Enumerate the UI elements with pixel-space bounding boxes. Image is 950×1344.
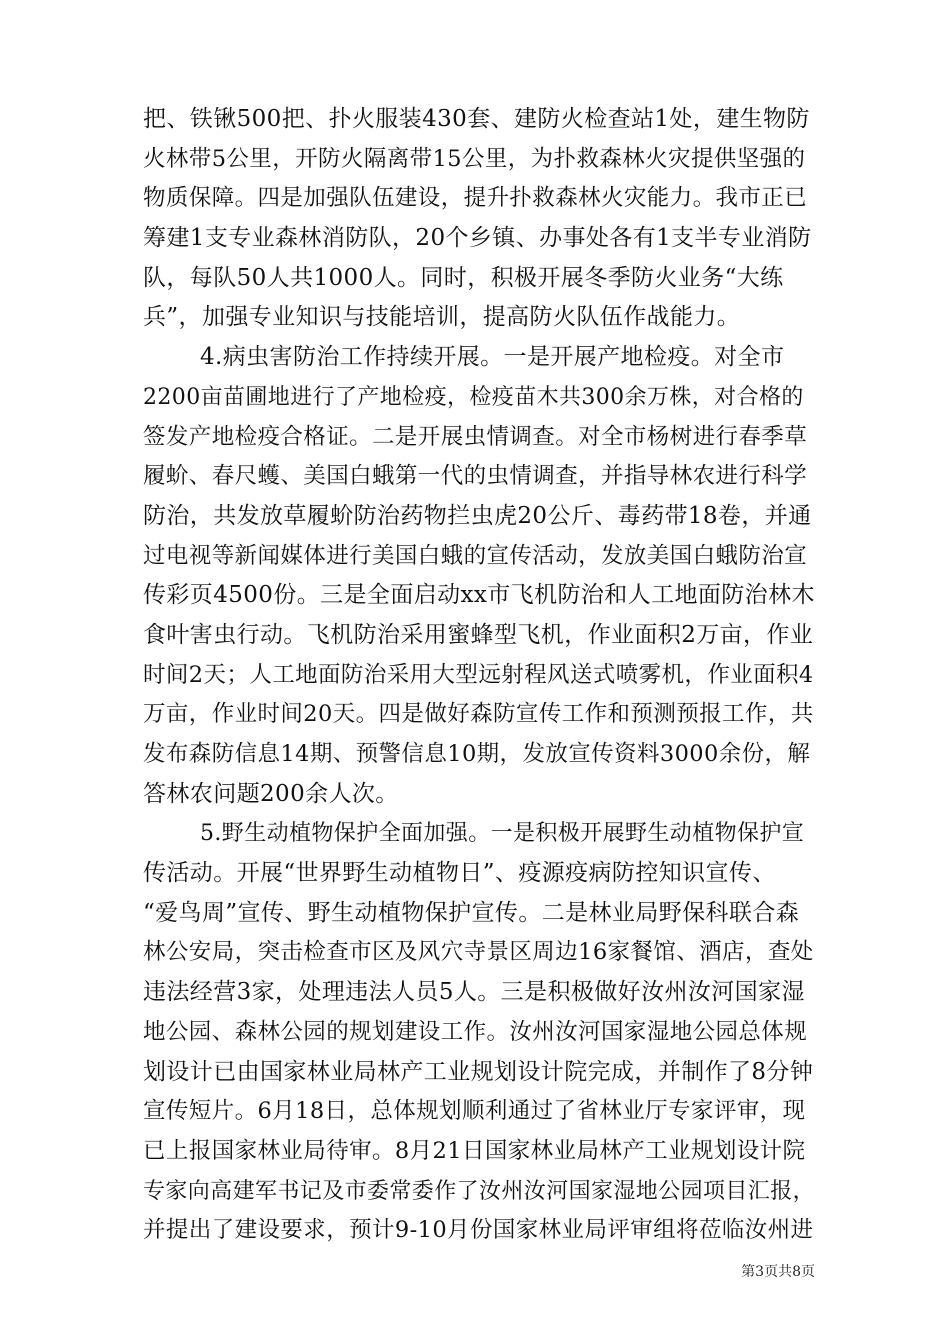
text-line: 并提出了建设要求，预计9-10月份国家林业局评审组将莅临汝州进 bbox=[143, 1217, 814, 1244]
text-line: 划设计已由国家林业局林产工业规划设计院完成，并制作了8分钟 bbox=[143, 1058, 814, 1085]
text-line: 把、铁锹500把、扑火服装430套、建防火检查站1处，建生物防 bbox=[143, 106, 810, 132]
text-line: 万亩，作业时间20天。四是做好森防宣传工作和预测预报工作，共 bbox=[143, 701, 814, 728]
text-line: 答林农问题200余人次。 bbox=[143, 780, 399, 807]
text-line: 违法经营3家，处理违法人员5人。三是积极做好汝州汝河国家湿 bbox=[143, 979, 805, 1006]
text-line: 林公安局，突击检查市区及风穴寺景区周边16家餐馆、酒店，查处 bbox=[143, 939, 814, 966]
text-line: 地公园、森林公园的规划建设工作。汝州汝河国家湿地公园总体规 bbox=[143, 1018, 808, 1045]
page-number: 第3页共8页 bbox=[741, 1264, 815, 1280]
text-line: 发布森防信息14期、预警信息10期，发放宣传资料3000余份，解 bbox=[143, 741, 811, 767]
text-line: “爱鸟周”宣传、野生动植物保护宣传。二是林业局野保科联合森 bbox=[143, 899, 800, 926]
paragraph-first-line: 5.野生动植物保护全面加强。一是积极开展野生动植物保护宣 bbox=[200, 821, 805, 847]
text-line: 已上报国家林业局待审。8月21日国家林业局林产工业规划设计院 bbox=[143, 1137, 806, 1164]
text-line: 筹建1支专业森林消防队，20个乡镇、办事处各有1支半专业消防 bbox=[143, 225, 812, 252]
text-line: 时间2天；人工地面防治采用大型远射程风送式喷雾机，作业面积4 bbox=[143, 661, 814, 688]
text-line: 传彩页4500份。三是全面启动xx市飞机防治和人工地面防治林木 bbox=[143, 582, 815, 609]
text-line: 防治，共发放草履蚧防治药物拦虫虎20公斤、毒药带18卷，并通 bbox=[143, 502, 812, 529]
document-body bbox=[143, 100, 815, 1251]
text-line: 履蚧、春尺蠖、美国白蛾第一代的虫情调查，并指导林农进行科学 bbox=[143, 463, 808, 490]
text-line: 专家向高建军书记及市委常委作了汝州汝河国家湿地公园项目汇报， bbox=[143, 1178, 816, 1204]
text-line: 宣传短片。6月18日，总体规划顺利通过了省林业厅专家评审，现 bbox=[143, 1098, 806, 1125]
text-line: 签发产地检疫合格证。二是开展虫情调查。对全市杨树进行春季草 bbox=[143, 423, 808, 450]
text-line: 传活动。开展“世界野生动植物日”、疫源疫病防控知识宣传、 bbox=[143, 860, 776, 887]
paragraph-first-line: 4.病虫害防治工作持续开展。一是开展产地检疫。对全市 bbox=[200, 344, 785, 371]
text-line: 火林带5公里，开防火隔离带15公里，为扑救森林火灾提供坚强的 bbox=[143, 145, 806, 172]
text-line: 过电视等新闻媒体进行美国白蛾的宣传活动，发放美国白蛾防治宣 bbox=[143, 542, 808, 569]
text-line: 兵”，加强专业知识与技能培训，提高防火队伍作战能力。 bbox=[143, 304, 741, 331]
text-line: 食叶害虫行动。飞机防治采用蜜蜂型飞机，作业面积2万亩，作业 bbox=[143, 621, 814, 648]
text-line: 物质保障。四是加强队伍建设，提升扑救森林火灾能力。我市正已 bbox=[143, 185, 808, 212]
text-line: 队，每队50人共1000人。同时，积极开展冬季防火业务“大练 bbox=[143, 264, 784, 291]
text-line: 2200亩苗圃地进行了产地检疫，检疫苗木共300余万株，对合格的 bbox=[143, 384, 804, 410]
